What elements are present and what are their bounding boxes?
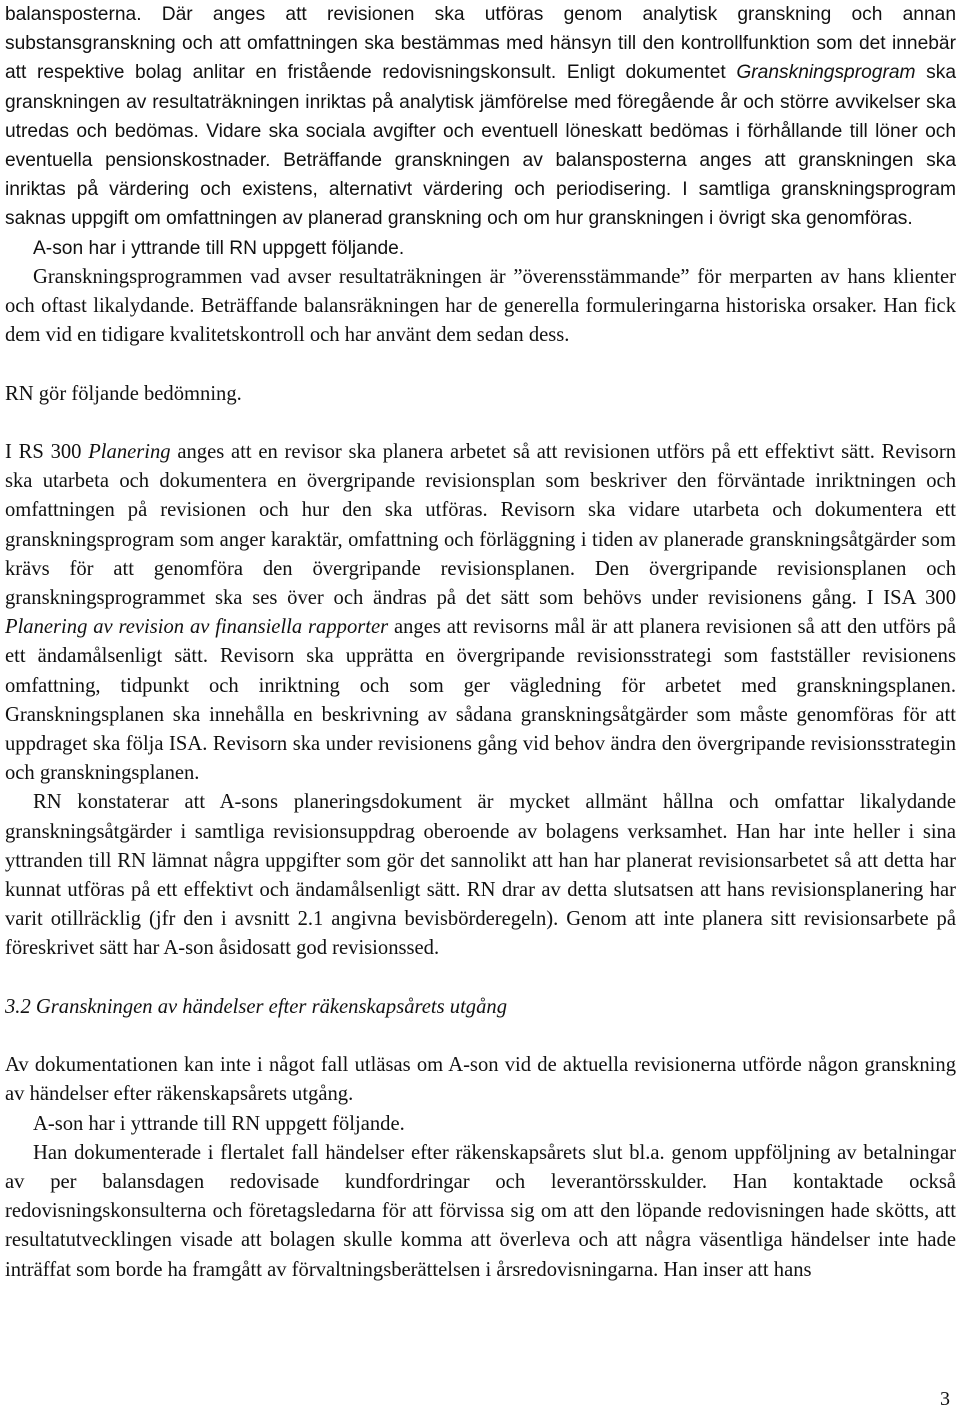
- paragraph-ason-statement: Granskningsprogrammen vad avser resultaträkningen är ”överensstämmande” för merparten av hans klienter och oftast likalydande. Beträffande balansräkningen har de generella formuleringarna historiska orsaker. Han fick dem vid en tidigare kvalitetskontroll och har använt dem sedan dess.: [5, 265, 956, 347]
- paragraph-rn-conclusion: RN konstaterar att A-sons planeringsdokument är mycket allmänt hållna och omfattar likalydande granskningsåtgärder i samtliga revisionsuppdrag oberoende av bolagens verksamhet. Han har inte heller i sina yttranden till RN lämnat några uppgifter som gör det sannolikt att han har planerat revisionsarbetet så att detta har kunnat utföras på ett effektivt och ändamålsenligt sätt. RN drar av detta slutsatsen att hans revisionsplanering har varit otillräcklig (jfr den i avsnitt 2.1 angivna bevisbörderegeln). Genom att inte planera sitt revisionsarbete på föreskrivet sätt har A-son åsidosatt god revisionssed.: [5, 791, 956, 960]
- standard-title-planering: Planering: [88, 441, 171, 464]
- paragraph-text: anges att en revisor ska planera arbetet så att revisionen utförs på ett effektivt sätt. Revisorn ska utarbeta och dokumentera en övergripande revisionsplan som beskriver den förväntade inriktningen och omfattningen på revisionen och hur den ska utföras. Revisorn ska vidare utarbeta och dokumentera ett granskningsprogram som anger karaktär, omfattning och förläggning i tiden av planerade granskningsåtgärder som krävs för att genomföra den övergripande revisionsplanen. Den övergripande revisionsplanen och granskningsprogrammet ska ses över och ändras på det sätt som behövs under revisionens gång. I ISA 300: [5, 441, 956, 610]
- paragraph-ason-statement-intro-2: A-son har i yttrande till RN uppgett följande.: [33, 1112, 405, 1135]
- paragraph-granskningsprogram: [5, 0, 956, 234]
- paragraph-text: balansposterna. Där anges att revisionen ska utföras genom analytisk granskning och annan substansgranskning och att omfattningen ska bestämmas med hänsyn till den kontrollfunktion som det innebär att respektive bolag anlitar en fristående redovisningskonsult. Enligt dokumentet: [5, 4, 956, 84]
- standard-title-isa-300: Planering av revision av finansiella rapporter: [5, 616, 389, 639]
- document-page: [5, 0, 956, 1418]
- paragraph-rn-assessment-intro: RN gör följande bedömning.: [5, 382, 242, 405]
- paragraph-text: ska granskningen av resultaträkningen inriktas på analytisk jämförelse med föregående år och större avvikelser ska utredas och bedömas. Vidare ska sociala avgifter och eventuell löneskatt bedömas i förhållande till löner och eventuella pensionskostnader. Beträffande granskningen av balansposterna anges att granskningen ska inriktas på värdering och existens, alternativt värdering och periodisering. I samtliga granskningsprogram saknas uppgift om omfattningen av planerad granskning och om hur granskningen i övrigt ska genomföras.: [5, 62, 956, 230]
- paragraph-documentation: Av dokumentationen kan inte i något fall utläsas om A-son vid de aktuella revisionerna utförde någon granskning av händelser efter räkenskapsårets utgång.: [5, 1054, 956, 1106]
- spacer: [5, 409, 956, 438]
- paragraph-text: I RS 300: [5, 441, 89, 464]
- section-heading: 3.2 Granskningen av händelser efter räkenskapsårets utgång: [5, 995, 507, 1018]
- document-title-granskningsprogram: Granskningsprogram: [736, 62, 916, 84]
- spacer: [5, 964, 956, 993]
- spacer: [5, 1022, 956, 1051]
- page-number: 3: [940, 1388, 950, 1410]
- spacer: [5, 350, 956, 379]
- paragraph-ason-statement-2: Han dokumenterade i flertalet fall händelser efter räkenskapsårets slut bl.a. genom uppföljning av betalningar av per balansdagen redovisade kundfordringar och leverantörsskulder. Han kontaktade också redovisningskonsulterna och företagsledarna för att förvissa sig om att den löpande redovisningen hade skötts, att resultatutvecklingen visade att bolagen skulle komma att överleva och att några väsentliga händelser inte hade inträffat som borde ha framgått av förvaltningsberättelsen i årsredovisningarna. Han inser att hans: [5, 1141, 956, 1281]
- paragraph-ason-statement-intro: A-son har i yttrande till RN uppgett följande.: [33, 237, 405, 259]
- paragraph-rs-300: [5, 438, 956, 788]
- paragraph-text: anges att revisorns mål är att planera revisionen så att den utförs på ett ändamålsenligt sätt. Revisorn ska upprätta en övergripande revisionsstrategi som fastställer revisionens omfattning, tidpunkt och inriktning och som ger vägledning för arbetet med granskningsplanen. Granskningsplanen ska innehålla en beskrivning av sådana granskningsåtgärder som måste genomföras för att uppdraget ska följa ISA. Revisorn ska under revisionens gång vid behov ändra den övergripande revisionsstrategin och granskningsplanen.: [5, 616, 956, 785]
